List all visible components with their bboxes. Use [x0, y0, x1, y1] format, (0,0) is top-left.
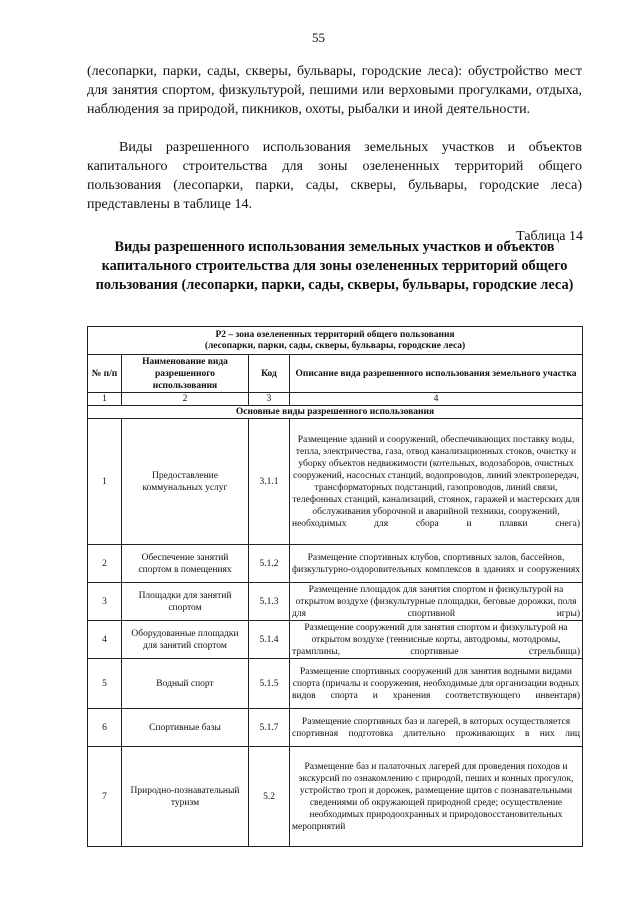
table-title: Виды разрешенного использования земельных участков и объектов капитального строительства для зоны озелененных территорий общего пользования (лесопарки, парки, сады, скверы, бульвары, городские леса) — [95, 239, 574, 293]
column-number: 3 — [249, 393, 290, 406]
table-row — [88, 545, 583, 583]
header-code: Код — [249, 355, 290, 393]
use-code: 5.1.3 — [249, 583, 290, 621]
row-number: 1 — [88, 419, 122, 545]
column-number: 4 — [290, 393, 583, 406]
table-row — [88, 419, 583, 545]
table-row — [88, 621, 583, 659]
row-number: 4 — [88, 621, 122, 659]
zone-header-row — [88, 327, 583, 355]
use-description: Размещение спортивных сооружений для занятия водными видами спорта (причалы и сооружения, необходимые для организации водных видов спорта и хранения соответствующего инвентаря) — [290, 659, 583, 709]
row-number: 3 — [88, 583, 122, 621]
column-number-row — [88, 393, 583, 406]
body-paragraph-1: (лесопарки, парки, сады, скверы, бульвары, городские леса): обустройство мест для занятия спортом, физкультурой, пешими или верховыми прогулками, отдыха, наблюдения за природой, пикников, охоты, рыбалки и иной деятельности. — [87, 64, 582, 117]
use-name: Оборудованные площадки для занятий спортом — [122, 621, 249, 659]
use-name: Предоставление коммунальных услуг — [122, 419, 249, 545]
use-description: Размещение баз и палаточных лагерей для проведения походов и экскурсий по ознакомлению с природой, пеших и конных прогулок, устройство троп и дорожек, размещение щитов с познавательными сведениями об окружающей природной среде; осуществление необходимых природоохранных и природовосстановительных мероприятий — [290, 747, 583, 847]
column-number: 1 — [88, 393, 122, 406]
use-name: Спортивные базы — [122, 709, 249, 747]
use-code: 5.1.4 — [249, 621, 290, 659]
header-desc: Описание вида разрешенного использования земельного участка — [290, 355, 583, 393]
use-description: Размещение спортивных клубов, спортивных залов, бассейнов, физкультурно-оздоровительных комплексов в зданиях и сооружениях — [290, 545, 583, 583]
use-description: Размещение спортивных баз и лагерей, в которых осуществляется спортивная подготовка длительно проживающих в них лиц — [290, 709, 583, 747]
row-number: 6 — [88, 709, 122, 747]
use-code: 3.1.1 — [249, 419, 290, 545]
header-num: № п/п — [88, 355, 122, 393]
header-name: Наименование вида разрешенного использования — [122, 355, 249, 393]
use-code: 5.1.5 — [249, 659, 290, 709]
row-number: 7 — [88, 747, 122, 847]
table-caption: Таблица 14 — [516, 229, 583, 244]
use-description: Размещение площадок для занятия спортом и физкультурой на открытом воздухе (физкультурные площадки, беговые дорожки, поля для спортивной игры) — [290, 583, 583, 621]
row-number: 2 — [88, 545, 122, 583]
use-code: 5.2 — [249, 747, 290, 847]
zone-subtitle: (лесопарки, парки, сады, скверы, бульвары, городские леса) — [204, 340, 466, 351]
table-row — [88, 583, 583, 621]
use-name: Площадки для занятий спортом — [122, 583, 249, 621]
row-number: 5 — [88, 659, 122, 709]
use-name: Природно-познавательный туризм — [122, 747, 249, 847]
use-description: Размещение сооружений для занятия спортом и физкультурой на открытом воздухе (теннисные корты, автодромы, мотодромы, трамплины, спортивные стрельбища) — [290, 621, 583, 659]
section-row — [88, 406, 583, 419]
zone-title: Р2 – зона озелененных территорий общего пользования — [215, 329, 455, 340]
body-paragraph-2: Виды разрешенного использования земельных участков и объектов капитального строительства для зоны озелененных территорий общего пользования (лесопарки, парки, сады, скверы, бульвары, городские леса) представлены в таблице 14. — [87, 140, 582, 212]
use-code: 5.1.2 — [249, 545, 290, 583]
column-number: 2 — [122, 393, 249, 406]
column-header-row — [88, 355, 583, 393]
table-row — [88, 747, 583, 847]
zone-header-cell — [88, 327, 583, 355]
land-use-table — [87, 326, 583, 847]
table-row — [88, 709, 583, 747]
page-number: 55 — [312, 30, 325, 45]
section-heading: Основные виды разрешенного использования — [88, 406, 583, 419]
use-code: 5.1.7 — [249, 709, 290, 747]
use-description: Размещение зданий и сооружений, обеспечивающих поставку воды, тепла, электричества, газа, отвод канализационных стоков, очистку и уборку объектов недвижимости (котельных, водозаборов, очистных сооружений, насосных станций, водопроводов, линий электропередач, трансформаторных подстанций, газопроводов, линий связи, телефонных станций, канализаций, стоянок, гаражей и мастерских для обслуживания уборочной и аварийной техники, сооружений, необходимых для сбора и плавки снега) — [290, 419, 583, 545]
table-row — [88, 659, 583, 709]
use-name: Водный спорт — [122, 659, 249, 709]
use-name: Обеспечение занятий спортом в помещениях — [122, 545, 249, 583]
